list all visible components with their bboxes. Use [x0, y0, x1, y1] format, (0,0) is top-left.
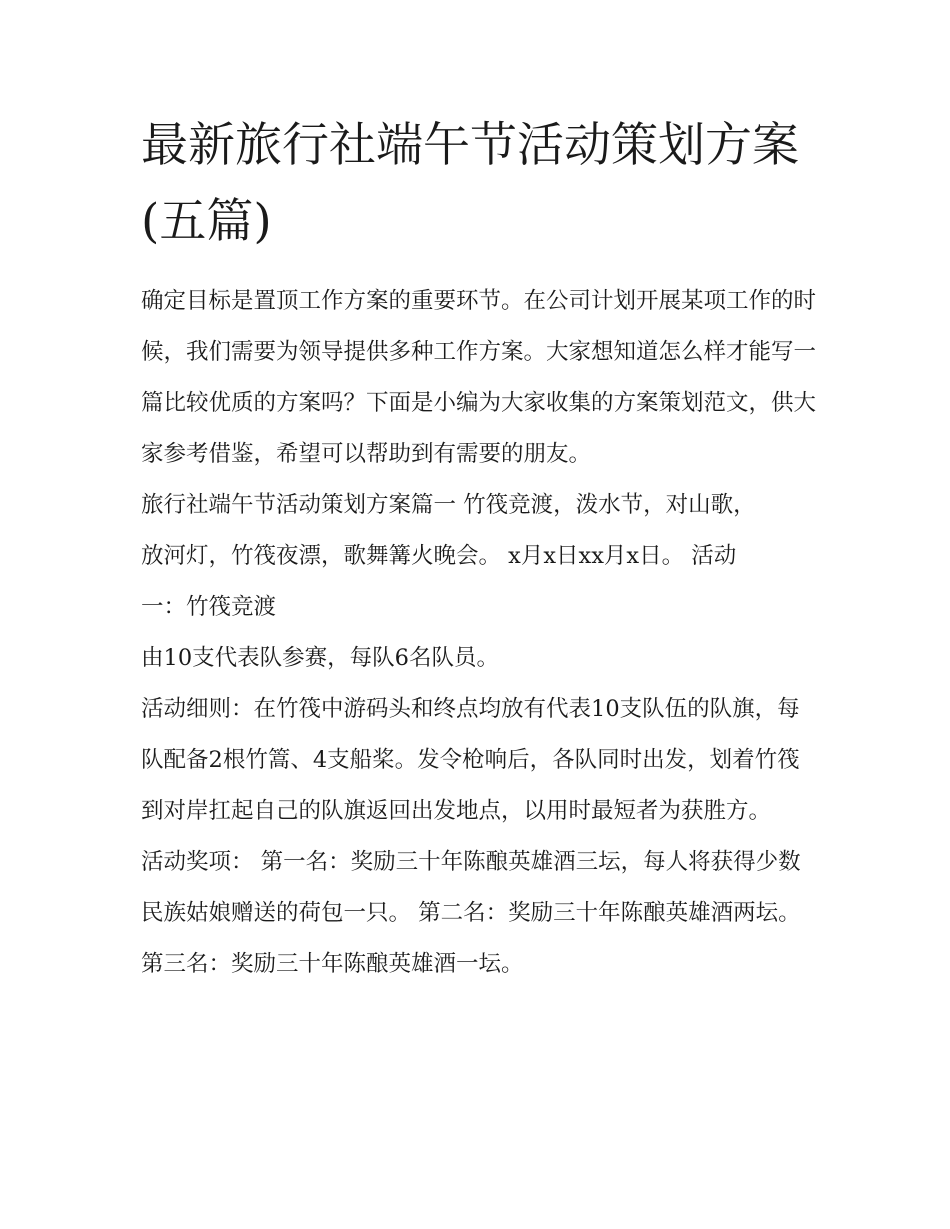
awards-paragraph: 活动奖项： 第一名：奖励三十年陈酿英雄酒三坛，每人将获得少数民族姑娘赠送的荷包一只。 第二名：奖励三十年陈酿英雄酒两坛。 第三名：奖励三十年陈酿英雄酒一坛。 [141, 849, 801, 977]
document-page [141, 108, 816, 990]
intro-paragraph: 确定目标是置顶工作方案的重要环节。在公司计划开展某项工作的时候，我们需要为领导提供多种工作方案。大家想知道怎么样才能写一篇比较优质的方案吗？下面是小编为大家收集的方案策划范文，供大家参考借鉴，希望可以帮助到有需要的朋友。 [141, 288, 817, 467]
document-title: 最新旅行社端午节活动策划方案(五篇) [141, 118, 799, 249]
plan-one-paragraph: 旅行社端午节活动策划方案篇一 竹筏竞渡，泼水节，对山歌，放河灯，竹筏夜漂，歌舞篝火晚会。 x月x日xx月x日。 活动一：竹筏竞渡 [141, 492, 756, 620]
rules-paragraph: 活动细则：在竹筏中游码头和终点均放有代表10支队伍的队旗，每队配备2根竹篙、4支船桨。发令枪响后，各队同时出发，划着竹筏到对岸扛起自己的队旗返回出发地点，以用时最短者为获胜方。 [141, 696, 800, 824]
teams-paragraph: 由10支代表队参赛，每队6名队员。 [141, 645, 499, 671]
